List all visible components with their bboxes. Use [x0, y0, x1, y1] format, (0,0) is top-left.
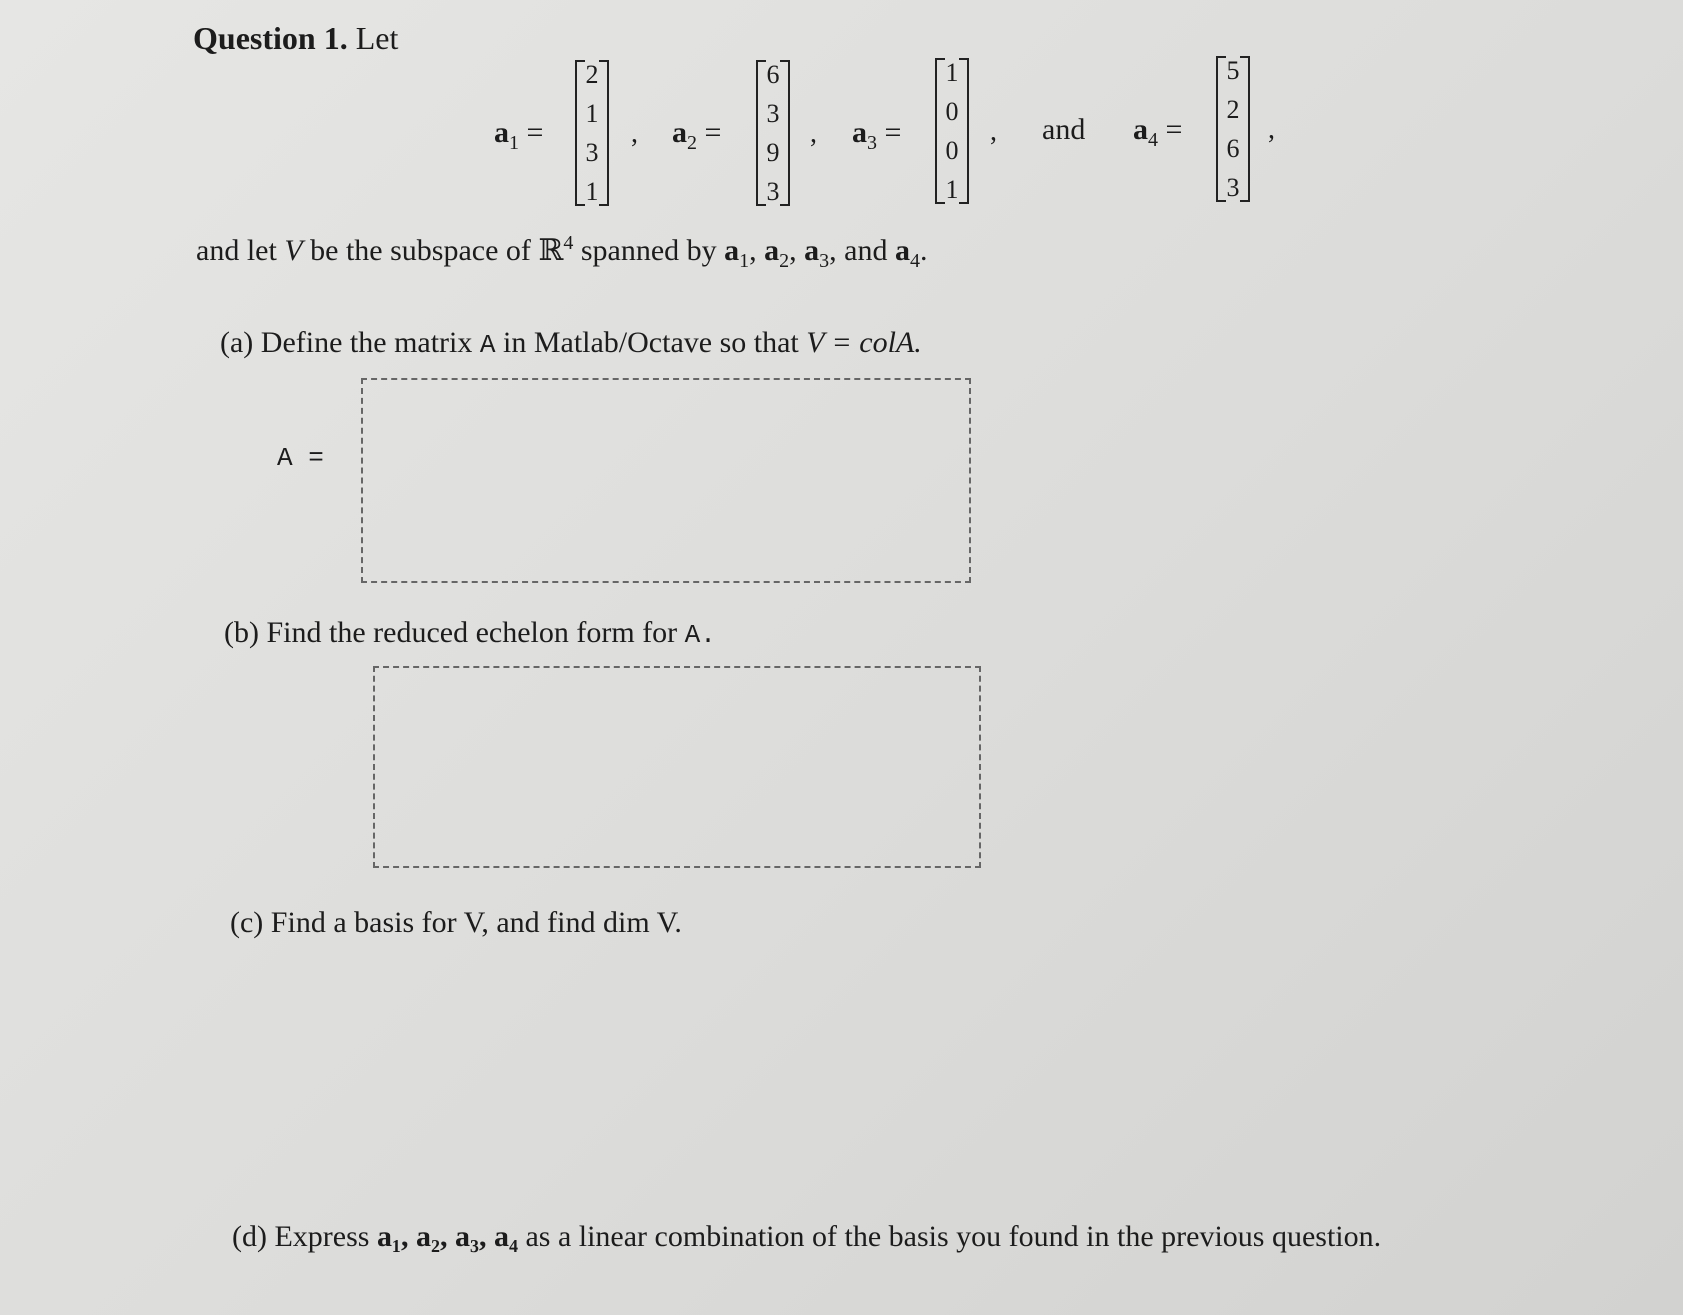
part-a-answer-box[interactable] [361, 378, 971, 583]
question-title [193, 20, 398, 57]
vector-a2-label: $a_2$ = [672, 116, 722, 154]
part-b-prompt: (b) Find the reduced echelon form for A. [224, 616, 716, 650]
part-a-answer-label: A = [277, 443, 324, 473]
question-number: Question 1. [193, 20, 348, 56]
vector-a1-matrix: 2 1 3 1 [575, 60, 609, 206]
subspace-sentence: and let V be the subspace of ℝ$^4$ spanned by $a_1$, $a_2$, $a_3$, and $a_4$. [196, 232, 928, 272]
connector-and: and [1042, 113, 1086, 146]
part-a-prompt: (a) Define the matrix A in Matlab/Octave so that V = colA. [220, 326, 922, 360]
vector-a1-label: $a_1$ = [494, 116, 544, 154]
part-d-prompt: (d) Express a₁, a₂, a₃, a₄ as a linear combination of the basis you found in the previous question. [232, 1220, 1382, 1253]
vector-a4-label: $a_4$ = [1133, 113, 1183, 151]
part-b-answer-box[interactable] [373, 666, 981, 868]
vector-a2-matrix: 6 3 9 3 [756, 60, 790, 206]
vector-a4-matrix: 5 2 6 3 [1216, 56, 1250, 202]
vector-a3-matrix: 1 0 0 1 [935, 58, 969, 204]
question-intro: Let [355, 20, 399, 56]
vector-a3-label: $a_3$ = [852, 116, 902, 154]
part-c-prompt: (c) Find a basis for V, and find dim V. [230, 906, 682, 939]
